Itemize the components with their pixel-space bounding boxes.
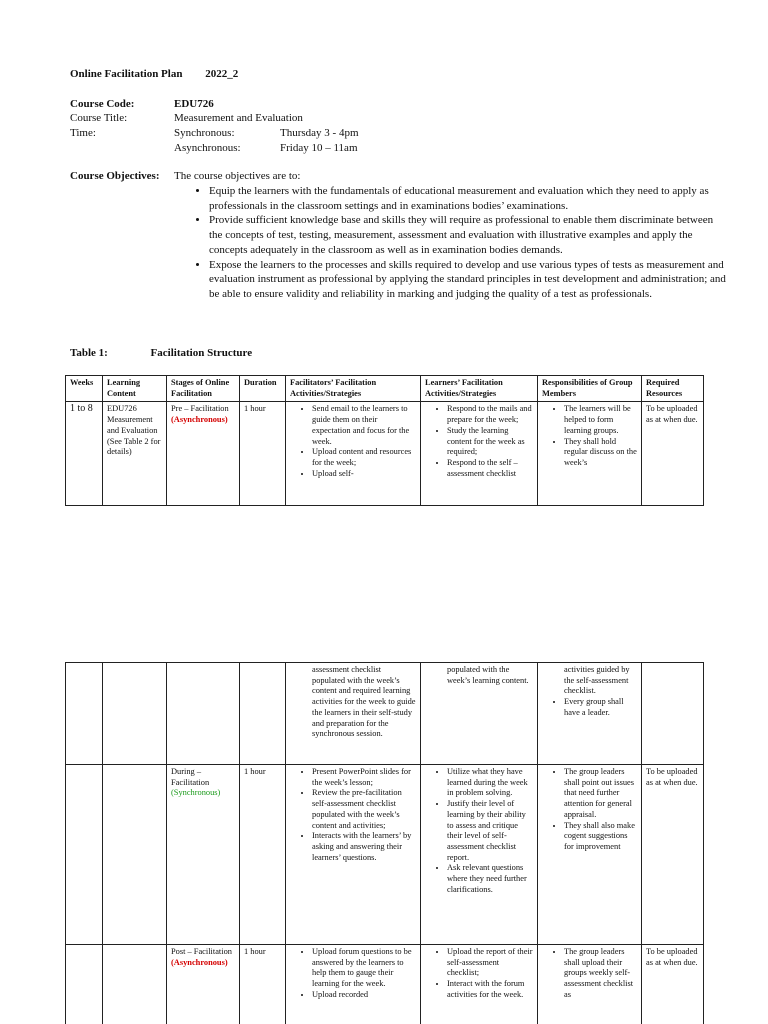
plan-term: 2022_2 bbox=[205, 68, 239, 80]
facilitators-cell: assessment checklist populated with the week’s content and required learning activities for the week to guide the learners in their self-study and preparation for the synchronous session. bbox=[286, 663, 421, 765]
learners-cell bbox=[421, 945, 538, 1024]
header-learners: Learners’ Facilitation Activities/Strategies bbox=[421, 376, 538, 402]
resources-cell bbox=[642, 663, 704, 765]
header-resources: Required Resources bbox=[642, 376, 704, 402]
header-facilitators: Facilitators’ Facilitation Activities/Strategies bbox=[286, 376, 421, 402]
stage-mode: (Synchronous) bbox=[171, 788, 221, 798]
list-item: • Ask relevant questions where they need further clarifications. bbox=[447, 863, 533, 895]
learning-content-cell bbox=[103, 945, 167, 1024]
list-item: • Utilize what they have learned during the week in problem solving. bbox=[447, 767, 533, 799]
async-time: Friday 10 – 11am bbox=[280, 142, 358, 154]
table-row bbox=[66, 945, 704, 1024]
group-members-cell bbox=[538, 663, 642, 765]
learning-content-cell bbox=[103, 765, 167, 945]
list-item: • Upload self- bbox=[312, 469, 416, 480]
time-label: Time: bbox=[70, 127, 96, 139]
list-item: • Upload the report of their self-assessment checklist; bbox=[447, 947, 533, 979]
list-item: • Send email to the learners to guide them on their expectation and focus for the week. bbox=[312, 404, 416, 447]
list-item: • Upload content and resources for the week; bbox=[312, 447, 416, 468]
header-group-members: Responsibilities of Group Members bbox=[538, 376, 642, 402]
duration-cell: 1 hour bbox=[240, 765, 286, 945]
header-weeks: Weeks bbox=[66, 376, 103, 402]
document-page-2 bbox=[0, 660, 768, 1024]
group-members-cell bbox=[538, 765, 642, 945]
facilitation-table-part-1 bbox=[65, 375, 704, 506]
objectives-list bbox=[190, 184, 729, 302]
table-caption bbox=[70, 347, 252, 359]
list-item: • Justify their level of learning by their ability to assess and critique their level of self-assessment checklist report. bbox=[447, 799, 533, 863]
course-title-label: Course Title: bbox=[70, 112, 128, 124]
duration-cell: 1 hour bbox=[240, 402, 286, 506]
stage-mode: (Asynchronous) bbox=[171, 415, 228, 425]
learners-cell bbox=[421, 765, 538, 945]
table-row bbox=[66, 765, 704, 945]
weeks-cell bbox=[66, 945, 103, 1024]
table-header-row bbox=[66, 376, 704, 402]
duration-cell: 1 hour bbox=[240, 945, 286, 1024]
objective-item: • Equip the learners with the fundamentals of educational measurement and evaluation which they need to apply as professionals in the classroom settings and in examinations bodies’ examinations. bbox=[209, 184, 729, 213]
header-duration: Duration bbox=[240, 376, 286, 402]
objectives-intro: The course objectives are to: bbox=[174, 170, 301, 182]
stage-name: During – Facilitation bbox=[171, 767, 210, 787]
stage-cell bbox=[167, 402, 240, 506]
page-gap bbox=[0, 630, 768, 660]
plan-title-text: Online Facilitation Plan bbox=[70, 68, 183, 80]
stage-cell bbox=[167, 945, 240, 1024]
facilitation-table-part-2 bbox=[65, 662, 704, 1024]
course-code-value: EDU726 bbox=[174, 98, 214, 110]
list-item: • Respond to the self – assessment checklist bbox=[447, 458, 533, 479]
group-continued-text: activities guided by the self-assessment checklist. bbox=[564, 665, 630, 696]
group-members-cell bbox=[538, 945, 642, 1024]
stage-cell bbox=[167, 765, 240, 945]
facilitators-cell bbox=[286, 945, 421, 1024]
group-members-cell bbox=[538, 402, 642, 506]
table-row bbox=[66, 663, 704, 765]
list-item: • Every group shall have a leader. bbox=[564, 697, 637, 718]
sync-label: Synchronous: bbox=[174, 127, 235, 139]
list-item: • Upload recorded bbox=[312, 990, 416, 1001]
stage-name: Pre – Facilitation bbox=[171, 404, 229, 414]
header-learning-content: Learning Content bbox=[103, 376, 167, 402]
list-item: • Interact with the forum activities for the week. bbox=[447, 979, 533, 1000]
sync-time: Thursday 3 - 4pm bbox=[280, 127, 359, 139]
list-item: • Upload forum questions to be answered by the learners to help them to gauge their learning for the week. bbox=[312, 947, 416, 990]
weeks-cell bbox=[66, 663, 103, 765]
table-caption-text: Facilitation Structure bbox=[150, 347, 253, 359]
list-item: • The group leaders shall point out issues that need further attention for general appraisal. bbox=[564, 767, 637, 821]
weeks-cell: 1 to 8 bbox=[66, 402, 103, 506]
list-item: • Interacts with the learners’ by asking and answering their learners’ questions. bbox=[312, 831, 416, 863]
learning-content-cell bbox=[103, 663, 167, 765]
resources-cell: To be uploaded as at when due. bbox=[642, 945, 704, 1024]
list-item: • They shall also make cogent suggestions for improvement bbox=[564, 821, 637, 853]
objective-item: • Expose the learners to the processes and skills required to develop and use various types of tests as measurement and evaluation instrument as professional by applying the standard principles in test development and administration; and be able to ensure validity and reliability in marking and judging the quality of a test as professionals. bbox=[209, 258, 729, 302]
stage-name: Post – Facilitation bbox=[171, 947, 232, 956]
objectives-label: Course Objectives: bbox=[70, 170, 160, 182]
list-item: • They shall hold regular discuss on the week’s bbox=[564, 437, 637, 469]
stage-cell bbox=[167, 663, 240, 765]
list-item: • Respond to the mails and prepare for the week; bbox=[447, 404, 533, 425]
list-item: • Review the pre-facilitation self-assessment checklist populated with the week’s content and activities; bbox=[312, 788, 416, 831]
learners-cell bbox=[421, 402, 538, 506]
list-item: • The group leaders shall upload their groups weekly self-assessment checklist as bbox=[564, 947, 637, 1001]
learners-cell: populated with the week’s learning content. bbox=[421, 663, 538, 765]
list-item: • Study the learning content for the week as required; bbox=[447, 426, 533, 458]
list-item: • The learners will be helped to form learning groups. bbox=[564, 404, 637, 436]
list-item: • Present PowerPoint slides for the week’s lesson; bbox=[312, 767, 416, 788]
duration-cell bbox=[240, 663, 286, 765]
table-caption-label: Table 1: bbox=[70, 347, 108, 359]
resources-cell: To be uploaded as at when due. bbox=[642, 402, 704, 506]
plan-title bbox=[70, 68, 238, 80]
stage-mode: (Asynchronous) bbox=[171, 957, 228, 967]
header-stages: Stages of Online Facilitation bbox=[167, 376, 240, 402]
course-title-value: Measurement and Evaluation bbox=[174, 112, 303, 124]
objective-item: • Provide sufficient knowledge base and skills they will require as professional to enable them discriminate between the concepts of test, testing, measurement, assessment and evaluation with illustrative examples and apply the concepts adequately in the classroom as well as in examination bodies demands. bbox=[209, 213, 729, 257]
async-label: Asynchronous: bbox=[174, 142, 241, 154]
learning-content-cell: EDU726 Measurement and Evaluation (See Table 2 for details) bbox=[103, 402, 167, 506]
resources-cell: To be uploaded as at when due. bbox=[642, 765, 704, 945]
facilitators-cell bbox=[286, 765, 421, 945]
course-code-label: Course Code: bbox=[70, 98, 135, 110]
table-row bbox=[66, 402, 704, 506]
facilitators-cell bbox=[286, 402, 421, 506]
weeks-cell bbox=[66, 765, 103, 945]
